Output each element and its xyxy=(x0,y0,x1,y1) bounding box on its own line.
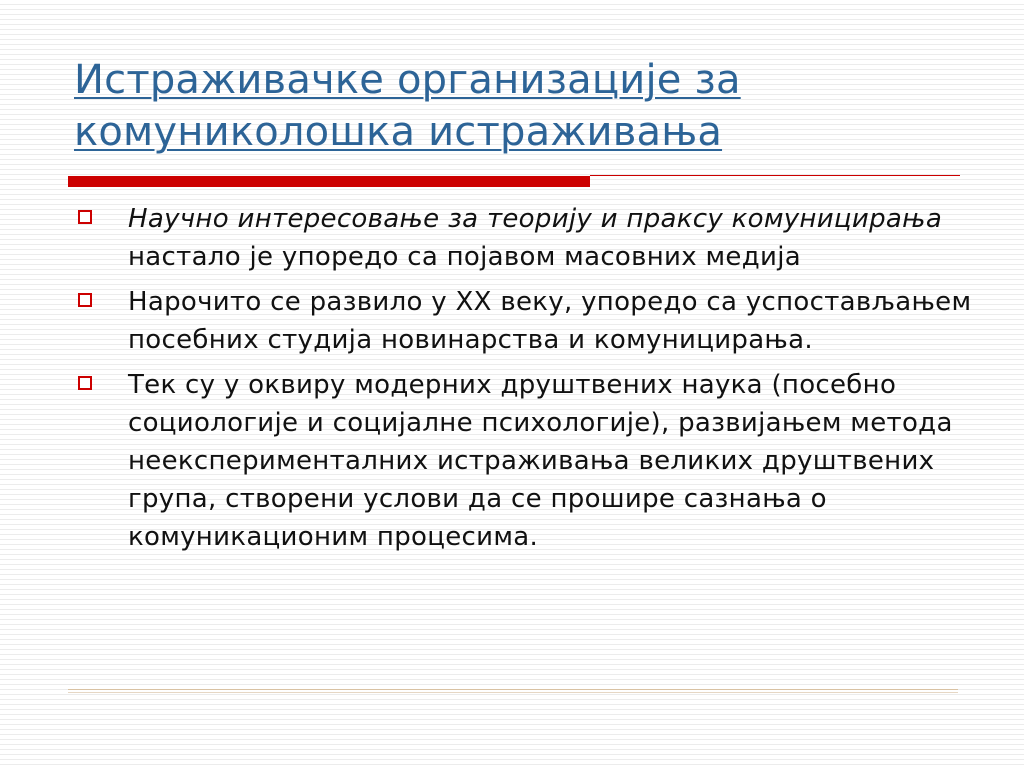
bullet-1-text: настало је упоредо са појавом масовних медија xyxy=(128,242,801,272)
footer-rule xyxy=(68,689,958,690)
footer-rule-secondary xyxy=(68,692,958,693)
bullet-item-2 xyxy=(78,283,1008,359)
bullet-list xyxy=(78,200,1008,563)
hollow-square-icon xyxy=(78,210,92,224)
slide-title xyxy=(74,54,974,158)
slide-title-line-2: комуниколошка истраживања xyxy=(74,109,723,155)
bullet-item-1 xyxy=(78,200,1008,276)
slide-title-line-1: Истраживачке организације за xyxy=(74,57,741,103)
title-thin-rule xyxy=(590,175,960,176)
bullet-item-3 xyxy=(78,366,1008,556)
title-red-rule xyxy=(68,176,590,187)
bullet-1-italic-text: Научно интересовање за теорију и праксу комуницирања xyxy=(128,204,943,234)
bullet-2-text: Нарочито се развило у XX веку, упоредо са успостављањем посебних студија новинарства и комуницирања. xyxy=(128,287,972,355)
hollow-square-icon xyxy=(78,376,92,390)
hollow-square-icon xyxy=(78,293,92,307)
bullet-3-text: Тек су у оквиру модерних друштвених наука (посебно социологије и социјалне психологије), развијањем метода неексперименталних истраживања великих друштвених група, створени услови да се прошире сазнања о комуникационим процесима. xyxy=(128,370,953,552)
